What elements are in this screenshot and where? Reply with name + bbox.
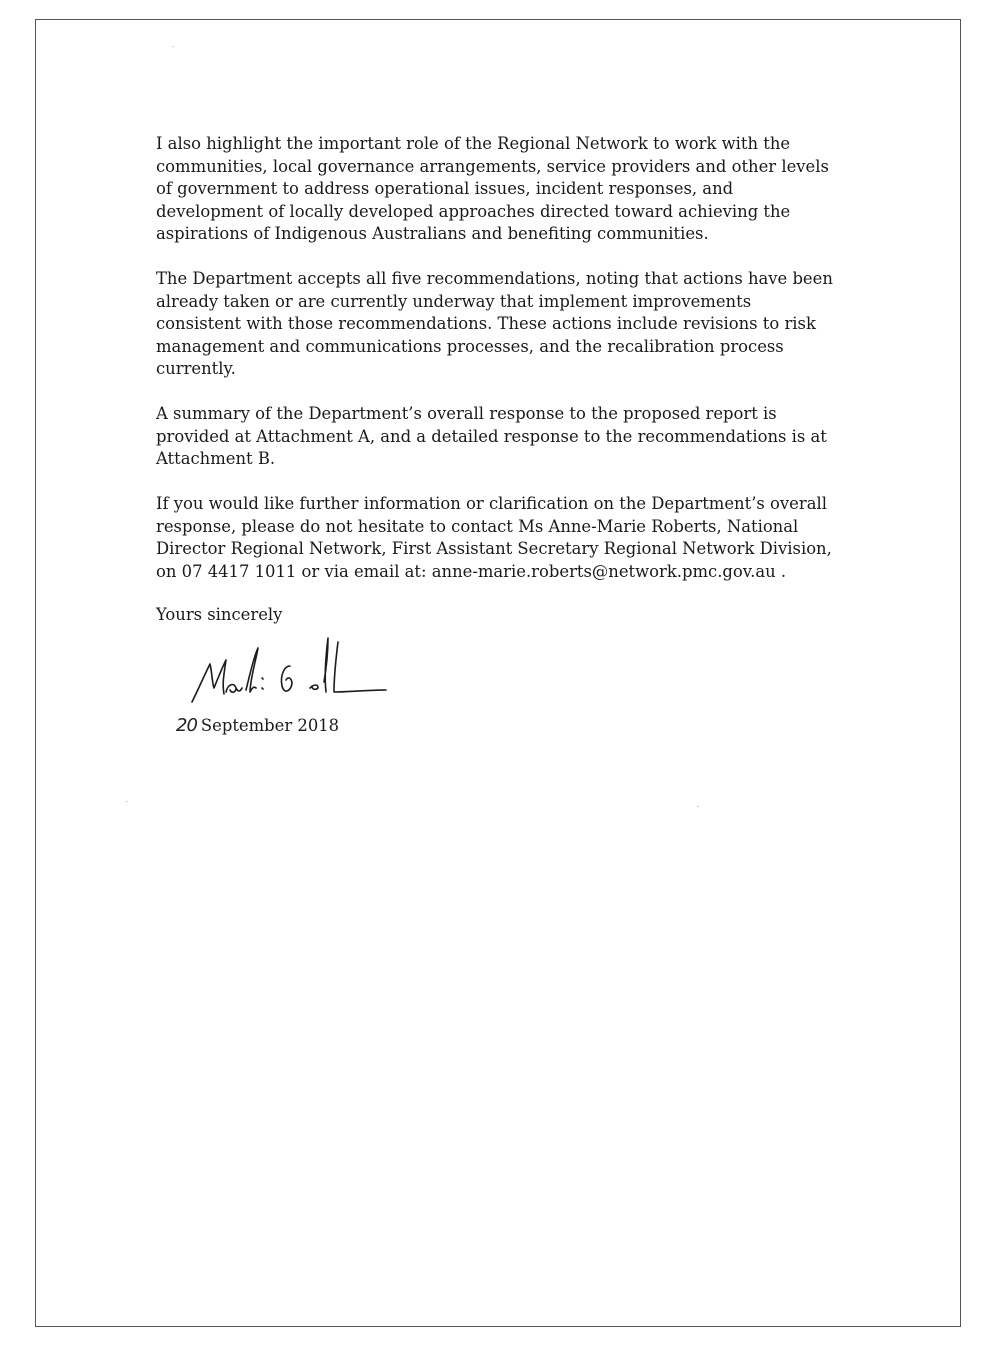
paragraph-regional-network-role: I also highlight the important role of the Regional Network to work with the communities, local governance arrangements, service providers and other levels of government to address operational issues, incident responses, and development of locally developed approaches directed toward achieving the aspirations of Indigenous Australians and benefiting communities. — [156, 134, 829, 243]
scan-speck — [126, 801, 128, 802]
signature-date — [176, 714, 339, 738]
handwritten-signature — [190, 630, 390, 710]
paragraph-contact-information: If you would like further information or clarification on the Department’s overall response, please do not hesitate to contact Ms Anne-Marie Roberts, National Director Regional Network, First Assistant Secretary Regional Network Division, on 07 4417 1011 or via email at: anne-marie.roberts@network.pmc.gov.au . — [156, 494, 832, 581]
handwritten-date-day: 20 — [176, 715, 197, 736]
date-month-year: September 2018 — [200, 716, 340, 735]
closing-salutation: Yours sincerely — [156, 605, 283, 624]
signature-drawing — [190, 630, 390, 710]
scan-speck — [172, 46, 174, 47]
paragraph-summary-attachments: A summary of the Department’s overall response to the proposed report is provided at Attachment A, and a detailed response to the recommendations is at Attachment B. — [156, 404, 827, 468]
paragraph-recommendations-accepted: The Department accepts all five recommendations, noting that actions have been already taken or are currently underway that implement improvements consistent with those recommendations. These actions include revisions to risk management and communications processes, and the recalibration process currently. — [156, 269, 833, 378]
letter-body — [156, 133, 876, 606]
scan-speck — [697, 806, 699, 807]
